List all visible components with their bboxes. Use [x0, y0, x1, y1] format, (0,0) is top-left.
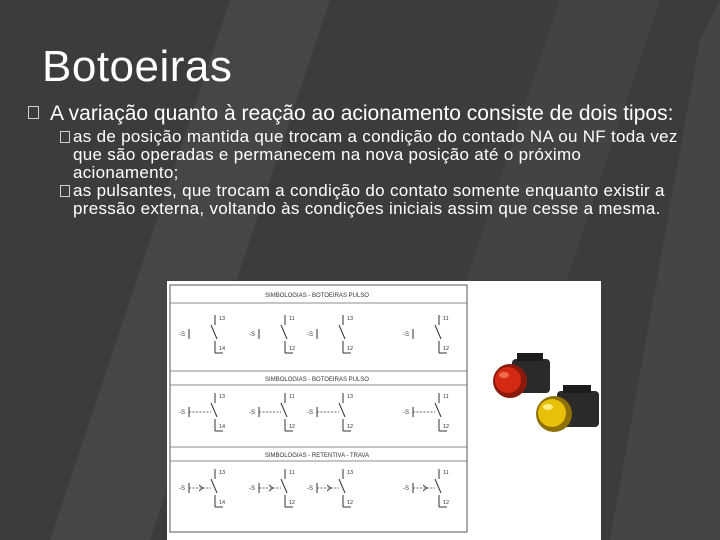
- device-label: -S: [179, 410, 185, 416]
- device-label: -S: [403, 410, 409, 416]
- sub-bullet-item: [73, 128, 688, 182]
- terminal-top-label: 13: [347, 470, 354, 476]
- terminal-top-label: 11: [289, 470, 295, 476]
- device-label: -S: [403, 332, 409, 338]
- device-label: -S: [249, 486, 255, 492]
- terminal-bottom-label: 12: [347, 500, 354, 506]
- terminal-top-label: 13: [219, 316, 226, 322]
- terminal-bottom-label: 12: [443, 424, 450, 430]
- section-3-title: SIMBOLOGIAS - RETENTIVA - TRAVA: [264, 453, 370, 459]
- bullet-list: [28, 102, 688, 218]
- terminal-bottom-label: 14: [219, 500, 226, 506]
- terminal-bottom-label: 14: [219, 424, 226, 430]
- terminal-bottom-label: 12: [347, 346, 354, 352]
- terminal-top-label: 13: [219, 394, 226, 400]
- sub-bullet-text: as de posição mantida que trocam a condição do contado NA ou NF toda vez que são operadas e permanecem na nova posição até o próximo acionamento;: [73, 127, 678, 182]
- sub-bullet-text: as pulsantes, que trocam a condição do contato somente enquanto existir a pressão externa, voltando às condições iniciais assim que cesse a mesma.: [73, 181, 665, 218]
- terminal-top-label: 11: [443, 470, 449, 476]
- bullet-box-icon: [60, 185, 70, 197]
- terminal-top-label: 13: [347, 394, 354, 400]
- bullet-main: [28, 102, 688, 125]
- pushbutton-photo: [469, 281, 601, 540]
- terminal-top-label: 11: [443, 316, 449, 322]
- device-label: -S: [179, 332, 185, 338]
- terminal-bottom-label: 12: [289, 346, 296, 352]
- device-label: -S: [403, 486, 409, 492]
- terminal-top-label: 11: [289, 394, 295, 400]
- terminal-bottom-label: 12: [443, 346, 450, 352]
- device-label: -S: [249, 410, 255, 416]
- device-label: -S: [307, 486, 313, 492]
- terminal-bottom-label: 12: [289, 424, 296, 430]
- section-1-title: SIMBOLOGIAS - BOTOEIRAS PULSO: [265, 293, 369, 299]
- pushbutton-symbols-figure: [167, 281, 601, 540]
- terminal-top-label: 11: [443, 394, 449, 400]
- bullet-main-text: A variação quanto à reação ao acionamento consiste de dois tipos:: [50, 102, 674, 125]
- terminal-top-label: 13: [219, 470, 226, 476]
- terminal-bottom-label: 12: [289, 500, 296, 506]
- bullet-box-icon: [60, 131, 70, 143]
- device-label: -S: [179, 486, 185, 492]
- bullet-box-icon: [28, 106, 39, 119]
- terminal-bottom-label: 12: [443, 500, 450, 506]
- device-label: -S: [249, 332, 255, 338]
- sub-bullet-item: [73, 182, 688, 218]
- section-2-title: SIMBOLOGIAS - BOTOEIRAS PULSO: [265, 377, 369, 383]
- slide-title: Botoeiras: [42, 42, 233, 91]
- terminal-bottom-label: 14: [219, 346, 226, 352]
- device-label: -S: [307, 410, 313, 416]
- terminal-top-label: 13: [347, 316, 354, 322]
- device-label: -S: [307, 332, 313, 338]
- terminal-top-label: 11: [289, 316, 295, 322]
- terminal-bottom-label: 12: [347, 424, 354, 430]
- sub-bullet-list: [28, 128, 688, 218]
- schematic-panel: [167, 281, 469, 540]
